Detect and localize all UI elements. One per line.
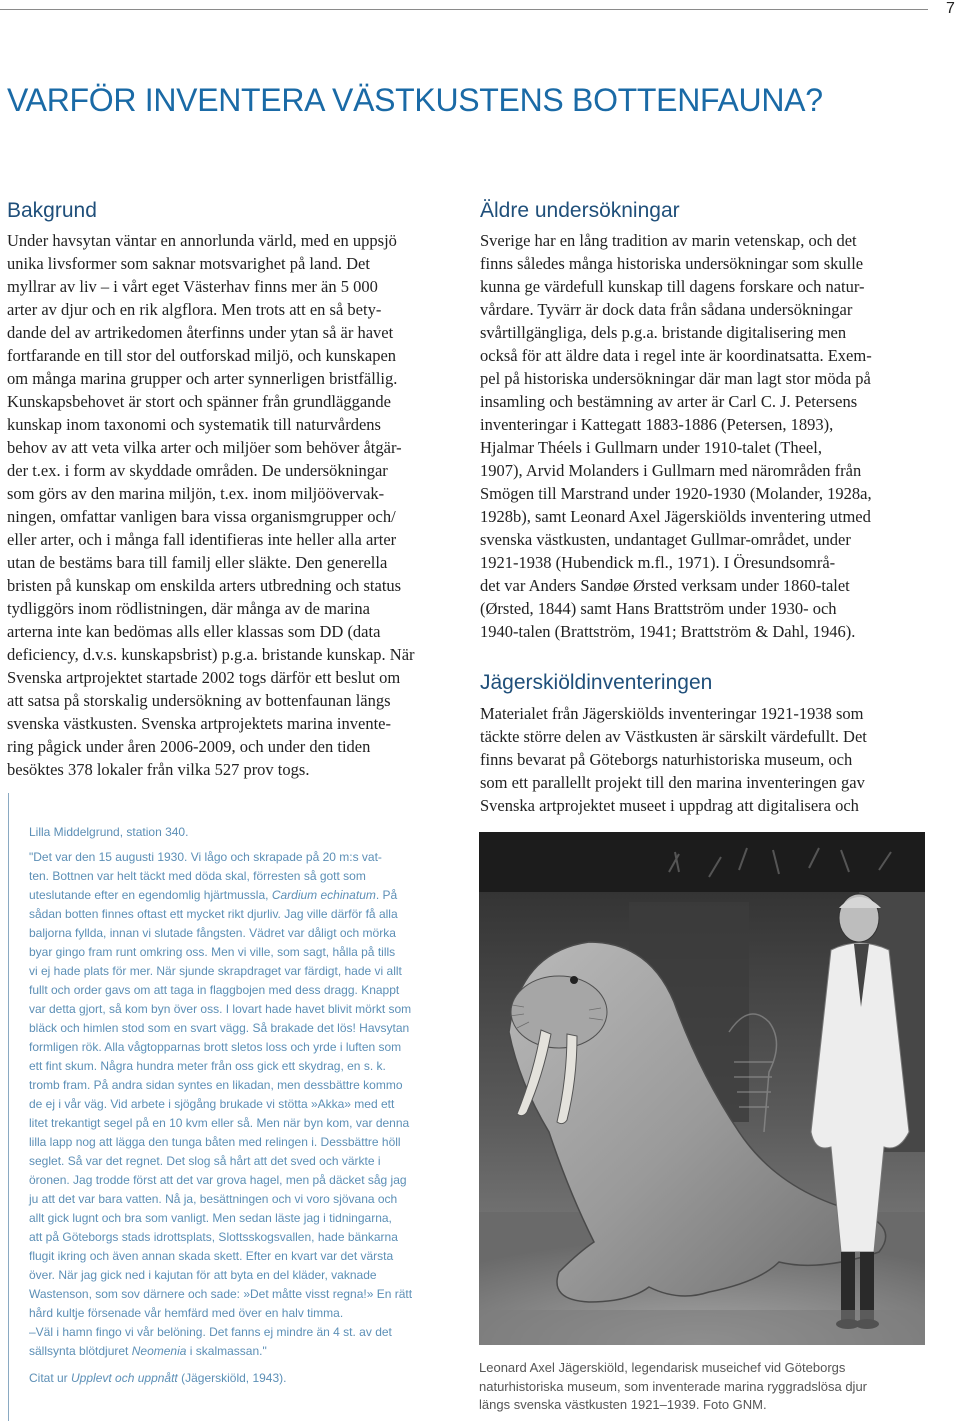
quote-line: sällsynta blötdjuret Neomenia i skalmassan." [29, 1344, 267, 1358]
text-line: Under havsytan väntar en annorlunda värld, med en uppsjö [7, 231, 397, 250]
quote-line: litet trekantigt segel på en 10 kvm eller så. Men när byn kom, var denna [29, 1116, 410, 1130]
text-line: svenska västkusten, undantaget Gullmar-området, under [480, 530, 851, 549]
text-line: Svenska artprojektet startade 2002 togs därför ett beslut om [7, 668, 401, 687]
museum-photo [479, 832, 925, 1345]
quote-line: öronen. Jag trodde först att det var grova hagel, men på däcket såg jag [29, 1173, 407, 1187]
heading-aldre-undersokningar: Äldre undersökningar [480, 199, 680, 222]
quote-line: seglet. Så var det regnet. Det slog så hårt att det sved och värkte i [29, 1154, 381, 1168]
species-name: Cardium echinatum [271, 888, 376, 902]
quote-block [29, 823, 412, 1388]
text-line: insamling och bestämning av arter är Carl C. J. Petersens [480, 392, 858, 411]
quote-line: uteslutande efter en egendomlig hjärtmussla, Cardium echinatum. På [29, 888, 398, 902]
text-line: Sverige har en lång tradition av marin vetenskap, och det [480, 231, 857, 250]
quote-line: tromb fram. På andra sidan syntes en likadan, men dessbättre kommo [29, 1078, 403, 1092]
text-line: det var Anders Sandøe Ørsted verksam under 1860-talet [480, 576, 850, 595]
quote-line: ett fint skum. Några hundra meter från oss gick ett skydrag, en s. k. [29, 1059, 386, 1073]
quote-line: Wastenson, som sov därnere och sade: »Det måtte visst regna!» En rätt [29, 1287, 413, 1301]
text-line: kunskap inom taxonomi och systematik till naturvårdens [7, 415, 381, 434]
text-line: (Ørsted, 1844) samt Hans Brattström under 1930- och [480, 599, 837, 618]
text-line: pel på historiska undersökningar där man lagt stor möda på [480, 369, 871, 388]
text-line: Smögen till Marstrand under 1920-1930 (Molander, 1928a, [480, 484, 872, 503]
text-line: myllrar av liv – i vårt eget Västerhav finns mer än 5 000 [7, 277, 378, 296]
species-name: Neomenia [131, 1344, 187, 1358]
text-line: Hjalmar Théels i Gullmarn under 1910-talet (Theel, [480, 438, 822, 457]
quote-line: var detta gjort, så kom byn över oss. I lovart hade havet blivit mörkt som [29, 1002, 412, 1016]
caption-line: längs svenska västkusten 1921–1939. Foto GNM. [479, 1397, 767, 1412]
text-line: unika livsformer som saknar motsvarighet på land. Det [7, 254, 370, 273]
heading-jagerskioldinventeringen: Jägerskiöldinventeringen [480, 671, 713, 694]
text-line: vårdare. Tyvärr är dock data från sådana undersökningar [480, 300, 853, 319]
text-line: om många marina grupper och arter synnerligen bristfällig. [7, 369, 398, 388]
text-line: ring pågick under åren 2006-2009, och under den tiden [7, 737, 371, 756]
text-line: besöktes 378 lokaler från vilka 527 prov togs. [7, 760, 310, 779]
text-line: som ett parallellt projekt till den marina inventeringen gav [480, 773, 865, 792]
page-title: VARFÖR INVENTERA VÄSTKUSTENS BOTTENFAUNA? [7, 82, 823, 118]
text-line: Kunskapsbehovet är stort och spänner från grundläggande [7, 392, 391, 411]
text-line: finns således många historiska undersökningar som skulle [480, 254, 864, 273]
text-line: eller arter, och i många fall identifieras inte heller alla arter [7, 530, 397, 549]
text-line: fortfarande en till stor del outforskad miljö, och kunskapen [7, 346, 397, 365]
quote-line: baljorna fyllda, innan vi slutade fångsten. Vädret var dåligt och mörka [29, 926, 396, 940]
text-line: ningen, omfattar vanligen bara vissa organismgrupper och/ [7, 507, 396, 526]
quote-line: över. När jag gick ned i kajutan för att byta en del kläder, vaknade [29, 1268, 377, 1282]
quote-line: vi ej hade plats för mer. När sjunde skrapdraget var färdigt, hade vi allt [29, 964, 402, 978]
book-title: Upplevt och uppnått [71, 1371, 178, 1385]
quote-line: de ej i vår väg. Vid arbete i sjögång brukade vi stötta »Akka» med ett [29, 1097, 395, 1111]
quote-line: byar gingo fram runt omkring oss. Men vi ville, som sagt, hålla på tills [29, 945, 396, 959]
right-body-text-2 [480, 702, 935, 817]
text-line: deficiency, d.v.s. kunskapsbrist) p.g.a. bristande kunskap. När [7, 645, 415, 664]
quote-line: allt gick lugnt och bra som vanligt. Men sedan läste jag i tidningarna, [29, 1211, 392, 1225]
right-body-text-1 [480, 229, 935, 643]
text-line: svenska västkusten. Svenska artprojektets marina invente- [7, 714, 391, 733]
text-line: svårtillgängliga, dels p.g.a. bristande digitalisering men [480, 323, 847, 342]
quote-line: hård kultje försenade vår hemfärd med över en halv timma. [29, 1306, 344, 1320]
quote-line: att på Göteborgs stads idrottsplats, Slottsskogsvallen, hade bänkarna [29, 1230, 398, 1244]
quote-sidebar-rule [8, 793, 9, 1421]
quote-line: ju att det var bara vatten. Nå ja, besättningen och vi voro sjövana och [29, 1192, 398, 1206]
quote-citation: Citat ur Upplevt och uppnått (Jägerskiöld, 1943). [29, 1371, 287, 1385]
quote-line: bläck och himlen stod som en svart vägg. Så brakade det lös! Havsytan [29, 1021, 410, 1035]
quote-line: –Väl i hamn fingo vi vår belöning. Det fanns ej mindre än 4 st. av det [29, 1325, 392, 1339]
quote-heading: Lilla Middelgrund, station 340. [29, 825, 189, 839]
text-line: dande del av artrikedomen återfinns under ytan så är havet [7, 323, 394, 342]
text-line: att satsa på storskalig undersökning av bottenfaunan längs [7, 691, 391, 710]
heading-bakgrund: Bakgrund [7, 199, 97, 222]
text-line: finns bevarat på Göteborgs naturhistoriska museum, och [480, 750, 853, 769]
quote-line: flugit ikring och även annan skada skett. Efter en kvart var det värsta [29, 1249, 394, 1263]
text-line: Materialet från Jägerskiölds inventeringar 1921-1938 som [480, 704, 864, 723]
page-number: 7 [946, 0, 955, 17]
text-line: tydliggörs inom rödlistningen, där många av de marina [7, 599, 370, 618]
header-rule [0, 9, 928, 10]
photo-caption [479, 1359, 867, 1415]
caption-line: Leonard Axel Jägerskiöld, legendarisk museichef vid Göteborgs [479, 1360, 846, 1375]
text-line: Svenska artprojektet museet i uppdrag att digitalisera och [480, 796, 859, 815]
left-body-text [7, 229, 462, 781]
text-line: täckte större delen av Västkusten är särskilt värdefullt. Det [480, 727, 867, 746]
text-line: arter av djur och en rik algflora. Men trots att en så bety- [7, 300, 382, 319]
text-line: 1928b), samt Leonard Axel Jägerskiölds inventering utmed [480, 507, 871, 526]
text-line: kunna ge värdefull kunskap till dagens forskare och natur- [480, 277, 865, 296]
text-line: också för att äldre data i regel inte är koordinatsatta. Exem- [480, 346, 872, 365]
text-line: inventeringar i Kattegatt 1883-1886 (Petersen, 1893), [480, 415, 834, 434]
text-line: 1907), Arvid Molanders i Gullmarn med närområden från [480, 461, 862, 480]
quote-line: lilla lapp nog att lägga den tunga båten med relingen i. Dessbättre höll [29, 1135, 401, 1149]
quote-line: ten. Bottnen var helt täckt med döda skal, förresten så gott som [29, 869, 366, 883]
quote-line: "Det var den 15 augusti 1930. Vi lågo och skrapade på 20 m:s vat- [29, 850, 382, 864]
quote-line: sådan botten finnes oftast ett mycket rikt djurliv. Jag ville därför få alla [29, 907, 398, 921]
caption-line: naturhistoriska museum, som inventerade marina ryggradslösa djur [479, 1378, 868, 1394]
quote-line: formligen rök. Alla vågtopparnas brott sletos loss och yrde i luften som [29, 1040, 402, 1054]
text-line: utan de bestäms bara till familj eller släkte. Den generella [7, 553, 388, 572]
text-line: behov av att veta vilka arter och miljöer som behöver åtgär- [7, 438, 402, 457]
text-line: som görs av den marina miljön, t.ex. inom miljöövervak- [7, 484, 385, 503]
text-line: 1940-talen (Brattström, 1941; Brattström & Dahl, 1946). [480, 622, 856, 641]
text-line: 1921-1938 (Hubendick m.fl., 1971). I Öresundsområ- [480, 553, 836, 572]
quote-line: fullt och order gavs om att taga in flaggbojen med dess dragg. Knappt [29, 983, 400, 997]
text-line: arterna inte kan bedömas alls eller klassas som DD (data [7, 622, 381, 641]
text-line: bristen på kunskap om enskilda arters utbredning och status [7, 576, 402, 595]
text-line: der t.ex. i form av skyddade områden. De undersökningar [7, 461, 388, 480]
